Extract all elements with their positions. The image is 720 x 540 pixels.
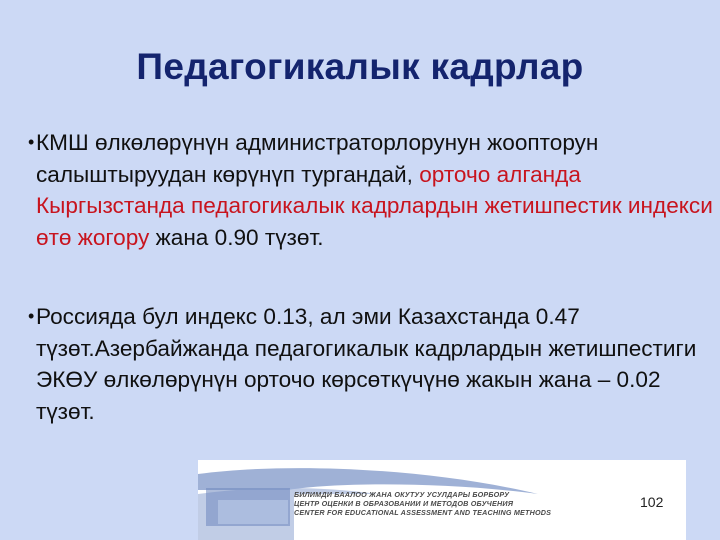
bullet-text bbox=[36, 301, 716, 427]
bullet-item-2 bbox=[28, 301, 716, 427]
bullet-text-segment: жана 0.90 түзөт. bbox=[149, 224, 324, 250]
bullet-text bbox=[36, 127, 716, 253]
organization-logo bbox=[198, 460, 686, 540]
bullet-dot: • bbox=[28, 306, 35, 326]
bullet-item-1 bbox=[28, 127, 716, 253]
logo-text bbox=[294, 490, 664, 517]
slide-title: Педагогикалык кадрлар bbox=[136, 46, 584, 87]
bullet-dot: • bbox=[28, 132, 35, 152]
logo-line: БИЛИМДИ БААЛОО ЖАНА ОКУТУУ УСУЛДАРЫ БОРБОРУ bbox=[294, 490, 510, 499]
bullet-text-segment: Россияда бул индекс 0.13, ал эми Казахстанда 0.47 түзөт.Азербайжанда педагогикалык кадрлардын жетишпестиги ЭКӨУ өлкөлөрүнүн орточо көрсөткүчүнө жакын жана – 0.02 түзөт. bbox=[36, 304, 697, 424]
logo-line: CENTER FOR EDUCATIONAL ASSESSMENT AND TEACHING METHODS bbox=[294, 508, 552, 517]
page-number: 102 bbox=[640, 494, 664, 510]
logo-line: ЦЕНТР ОЦЕНКИ В ОБРАЗОВАНИИ И МЕТОДОВ ОБУЧЕНИЯ bbox=[294, 499, 514, 508]
bullet-text-segment: КМШ өлкөлөрүнүн администраторлорунун жоопторун салыштыруудан көрүнүп тургандай, bbox=[36, 130, 599, 187]
bullet-text-highlight: орточо алганда Кыргызстанда педагогикалык кадрлардын жетишпестик индекси өтө жогору bbox=[36, 161, 713, 250]
